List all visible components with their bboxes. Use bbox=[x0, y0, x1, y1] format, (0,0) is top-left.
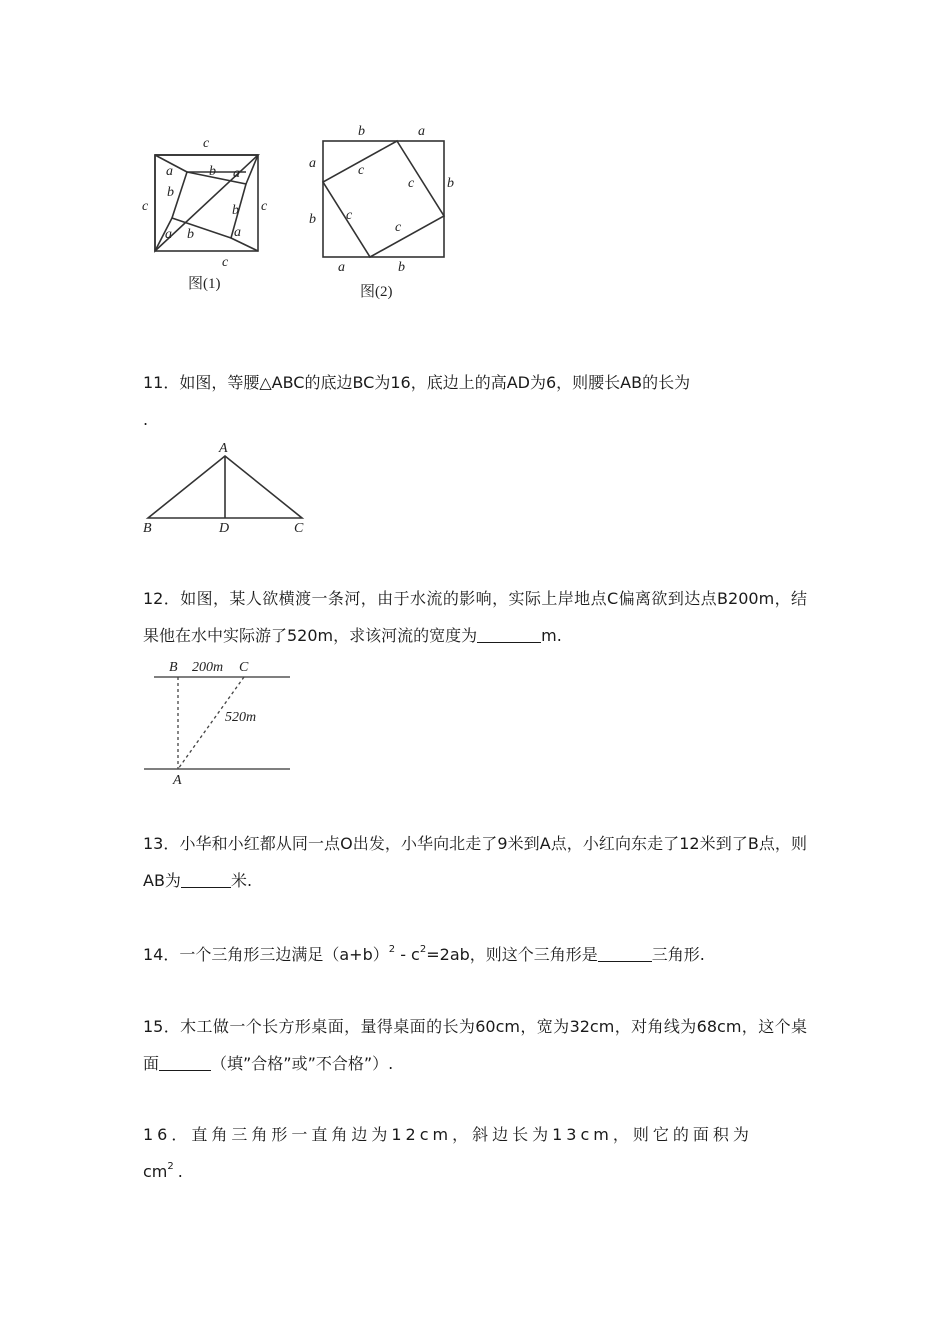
fig1-label-a: a bbox=[233, 166, 240, 181]
question-16-unit: cm bbox=[143, 1162, 168, 1181]
question-14 bbox=[143, 936, 807, 973]
answer-blank bbox=[598, 943, 652, 962]
fig1-label-b: b bbox=[232, 203, 239, 218]
fig1-label-a: a bbox=[165, 227, 172, 242]
question-15-text: 15．木工做一个长方形桌面，量得桌面的长为60cm，宽为32cm，对角线为68cm，这个桌面 bbox=[143, 1017, 807, 1073]
question-12-text: 12．如图，某人欲横渡一条河，由于水流的影响，实际上岸地点C偏离欲到达点B200m，结果他在水中实际游了520m，求该河流的宽度为 bbox=[143, 589, 807, 645]
answer-blank bbox=[477, 624, 541, 643]
fig1-label-b: b bbox=[187, 227, 194, 242]
question-12 bbox=[143, 580, 807, 654]
question-14-text-c: =2ab，则这个三角形是 bbox=[426, 945, 598, 964]
figure-2 bbox=[300, 118, 470, 308]
fig2-label-a-bottom: a bbox=[338, 260, 345, 275]
river-distance-bc: 200m bbox=[192, 660, 224, 675]
fig1-label-b: b bbox=[167, 185, 174, 200]
question-15 bbox=[143, 1008, 807, 1082]
question-14-text-b: - c bbox=[395, 945, 420, 964]
question-16 bbox=[143, 1116, 807, 1190]
question-14-text-a: 14．一个三角形三边满足（a+b） bbox=[143, 945, 389, 964]
triangle-label-c: C bbox=[294, 521, 304, 536]
fig2-label-b-top: b bbox=[358, 124, 365, 139]
triangle-label-a: A bbox=[219, 441, 228, 456]
question-11-text: 11．如图，等腰△ABC的底边BC为16，底边上的高AD为6，则腰长AB的长为 bbox=[143, 373, 691, 392]
question-16-unit-exponent: 2 bbox=[167, 1161, 178, 1172]
river-distance-ac: 520m bbox=[225, 710, 257, 725]
fig1-label-c-left: c bbox=[142, 199, 149, 214]
fig2-caption: 图(2) bbox=[360, 284, 393, 300]
triangle-figure bbox=[140, 438, 315, 538]
fig1-label-c-bottom: c bbox=[222, 255, 229, 270]
river-label-a: A bbox=[173, 773, 182, 788]
fig2-label-b-right: b bbox=[447, 176, 454, 191]
fig2-label-c: c bbox=[408, 176, 415, 191]
fig1-label-a: a bbox=[234, 225, 241, 240]
triangle-label-d: D bbox=[219, 521, 230, 536]
fig2-label-c: c bbox=[395, 220, 402, 235]
question-11 bbox=[143, 364, 807, 438]
river-label-b: B bbox=[169, 660, 178, 675]
triangle-label-b: B bbox=[143, 521, 152, 536]
question-13-text: 13．小华和小红都从同一点O出发，小华向北走了9米到A点，小红向东走了12米到了B点，则AB为 bbox=[143, 834, 807, 890]
answer-blank bbox=[181, 869, 231, 888]
answer-blank bbox=[159, 1052, 211, 1071]
question-15-end: （填”合格”或”不合格”）. bbox=[211, 1054, 394, 1073]
question-14-end: 三角形. bbox=[651, 945, 705, 964]
question-16-text: 16．直角三角形一直角边为12cm，斜边长为13cm，则它的面积为 bbox=[143, 1125, 753, 1144]
fig2-label-c: c bbox=[358, 163, 365, 178]
question-13 bbox=[143, 825, 807, 899]
question-14-exponent: 2 bbox=[388, 944, 396, 955]
fig1-label-c-top: c bbox=[203, 136, 210, 151]
fig2-label-b-left: b bbox=[309, 212, 316, 227]
figure-1 bbox=[140, 130, 280, 295]
fig1-label-b: b bbox=[209, 164, 216, 179]
fig1-label-c-right: c bbox=[261, 199, 268, 214]
question-11-end: . bbox=[143, 410, 149, 429]
fig2-label-a-left: a bbox=[309, 156, 316, 171]
fig1-caption: 图(1) bbox=[188, 276, 221, 292]
question-12-end: m. bbox=[541, 626, 562, 645]
fig1-label-a: a bbox=[166, 164, 173, 179]
question-13-end: 米. bbox=[230, 871, 253, 890]
fig2-label-b-bottom: b bbox=[398, 260, 405, 275]
fig2-label-c: c bbox=[346, 208, 353, 223]
question-16-end: . bbox=[177, 1162, 187, 1181]
fig2-label-a-top: a bbox=[418, 124, 425, 139]
question-14-exponent: 2 bbox=[419, 944, 427, 955]
river-figure bbox=[140, 656, 300, 786]
river-label-c: C bbox=[239, 660, 249, 675]
